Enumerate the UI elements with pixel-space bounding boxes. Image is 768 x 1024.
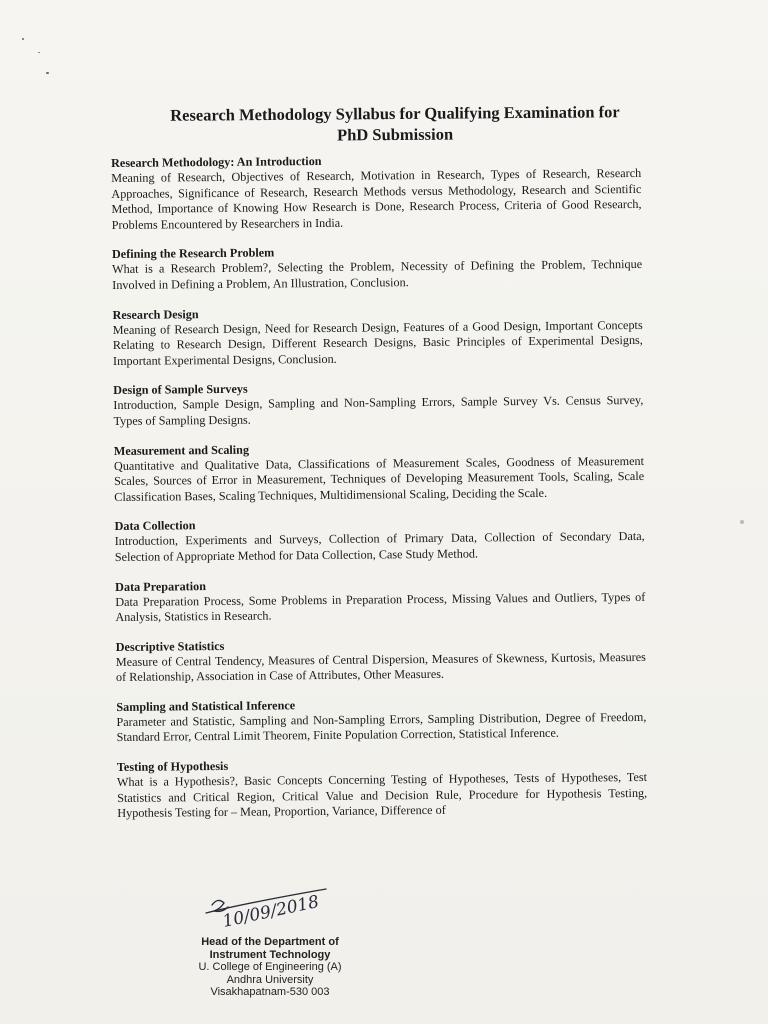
handwritten-signature xyxy=(202,885,352,933)
section-body: Introduction, Sample Design, Sampling and Non-Sampling Errors, Sample Survey Vs. Census Survey, Types of Sampling Designs. xyxy=(113,393,644,428)
department-stamp xyxy=(160,936,380,999)
section xyxy=(114,438,645,505)
section-heading: Research Design xyxy=(112,306,199,322)
section-heading: Design of Sample Surveys xyxy=(113,382,248,398)
section-body: Measure of Central Tendency, Measures of Central Dispersion, Measures of Skewness, Kurtosis, Measures of Relationship, Association in Case of Attributes, Other Measures. xyxy=(115,649,646,685)
section xyxy=(115,574,645,625)
section xyxy=(114,514,644,565)
title-line-1: Research Methodology Syllabus for Qualifying Examination for xyxy=(170,102,620,125)
section xyxy=(112,242,642,293)
section xyxy=(116,695,646,746)
section-body: Data Preparation Process, Some Problems in Preparation Process, Missing Values and Outliers, Types of Analysis, Statistics in Research. xyxy=(115,589,646,625)
section-body: Meaning of Research Design, Need for Research Design, Features of a Good Design, Important Concepts Relating to Research Design, Different Research Designs, Basic Principles of Experimental Designs, Important Experimental Designs, Conclusion. xyxy=(112,317,643,368)
section-body: Introduction, Experiments and Surveys, Collection of Primary Data, Collection of Secondary Data, Selection of Appropriate Method for Data Collection, Case Study Method. xyxy=(114,529,645,564)
stamp-line: Andhra University xyxy=(226,973,314,986)
section-heading: Descriptive Statistics xyxy=(115,638,225,654)
section-heading: Defining the Research Problem xyxy=(111,245,275,262)
section-body: Quantitative and Qualitative Data, Classifications of Measurement Scales, Goodness of Measurement Scales, Sources of Error in Measurement, Techniques of Developing Measurement Tools, Scaling, Scale Classification Bases, Scaling Techniques, Multidimensional Scaling, Deciding the Scale. xyxy=(113,453,645,504)
section xyxy=(117,755,648,822)
section-heading: Data Collection xyxy=(114,518,196,534)
section-body: What is a Hypothesis?, Basic Concepts Concerning Testing of Hypotheses, Tests of Hypotheses, Test Statistics and Critical Region, Critical Value and Decision Rule, Procedure for Hypothesis Testing, Hypothesis Testing for – Mean, Proportion, Variance, Difference of xyxy=(116,769,648,821)
stamp-line: Head of the Department of xyxy=(201,936,339,948)
section-heading: Testing of Hypothesis xyxy=(116,758,229,775)
section xyxy=(111,151,642,233)
section-body: What is a Research Problem?, Selecting the Problem, Necessity of Defining the Problem, Technique Involved in Defining a Problem, An Illustration, Conclusion. xyxy=(112,257,643,292)
signature-date: 10/09/2018 xyxy=(220,891,321,932)
section-body: Meaning of Research, Objectives of Research, Motivation in Research, Types of Research, Research Approaches, Significance of Research, Research Methods versus Methodology, Research and Scientific Method, Importance of Knowing How Research is Done, Research Process, Criteria of Good Research, Problems Encountered by Researchers in India. xyxy=(111,165,642,232)
section-heading: Sampling and Statistical Inference xyxy=(116,698,296,714)
section xyxy=(116,635,646,686)
section-heading: Measurement and Scaling xyxy=(113,442,250,458)
section xyxy=(112,302,643,369)
stamp-line: Visakhapatnam-530 003 xyxy=(210,986,330,999)
syllabus-sections xyxy=(111,151,648,836)
section-body: Parameter and Statistic, Sampling and Non-Sampling Errors, Sampling Distribution, Degree of Freedom, Standard Error, Central Limit Theorem, Finite Population Correction, Statistical Inference. xyxy=(116,709,647,745)
stamp-line: U. College of Engineering (A) xyxy=(198,961,342,974)
title-line-2: PhD Submission xyxy=(336,124,454,145)
stamp-line: Instrument Technology xyxy=(209,948,331,961)
section-heading: Data Preparation xyxy=(115,578,207,594)
section-heading: Research Methodology: An Introduction xyxy=(111,153,322,170)
document-title xyxy=(100,101,690,148)
section xyxy=(113,378,643,429)
